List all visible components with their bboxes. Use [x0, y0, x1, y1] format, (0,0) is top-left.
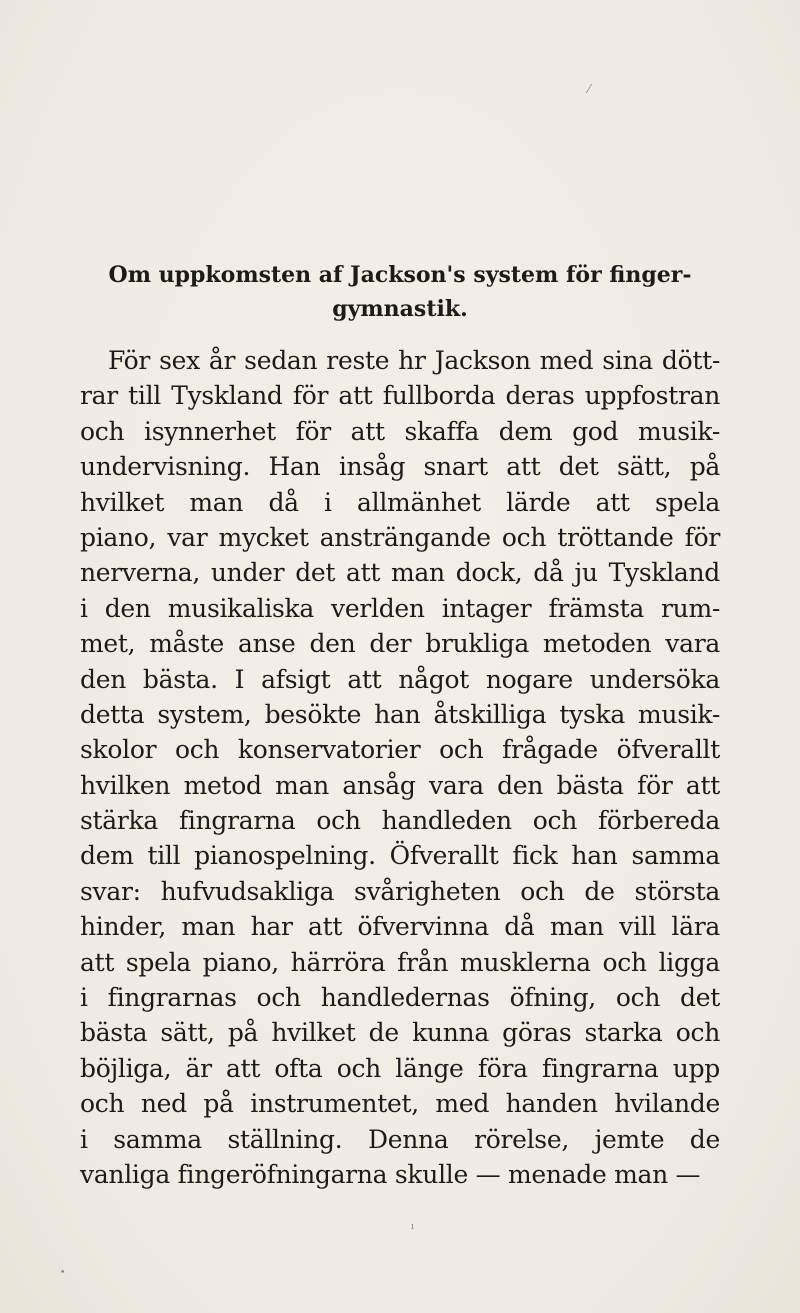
- chapter-heading-line-1: Om uppkomsten af Jackson's system för finger-: [108, 262, 692, 288]
- text-line: piano, var mycket ansträngande och tröttande för: [80, 522, 720, 552]
- chapter-heading-line-2: gymnastik.: [332, 296, 468, 322]
- pencil-mark-icon: ⁄: [588, 82, 591, 96]
- text-line: och ned på instrumentet, med handen hvilande: [80, 1089, 720, 1119]
- text-line: dem till pianospelning. Öfverallt fick han samma: [80, 841, 720, 871]
- text-line: bästa sätt, på hvilket de kunna göras starka och: [80, 1018, 720, 1048]
- text-line: böjliga, är att ofta och länge föra fingrarna upp: [80, 1053, 720, 1083]
- text-line: den bästa. I afsigt att något nogare undersöka: [80, 664, 720, 694]
- text-line: och isynnerhet för att skaffa dem god musik-: [80, 416, 720, 446]
- body-paragraph: [80, 343, 720, 1192]
- text-line: nerverna, under det att man dock, då ju Tyskland: [80, 558, 720, 588]
- speck-mark-icon: •: [60, 1268, 66, 1278]
- text-line: stärka fingrarna och handleden och förbereda: [80, 806, 720, 836]
- text-line: i samma ställning. Denna rörelse, jemte de: [80, 1124, 720, 1154]
- speck-mark-icon: ı: [411, 1222, 414, 1232]
- text-line: hvilken metod man ansåg vara den bästa för att: [80, 770, 720, 800]
- text-line: detta system, besökte han åtskilliga tyska musik-: [80, 699, 720, 729]
- text-line: vanliga fingeröfningarna skulle — menade man —: [80, 1159, 701, 1189]
- text-line: hvilket man då i allmänhet lärde att spela: [80, 487, 720, 517]
- text-line: hinder, man har att öfvervinna då man vill lära: [80, 912, 720, 942]
- text-line: För sex år sedan reste hr Jackson med sina dött-: [108, 346, 720, 375]
- text-line: skolor och konservatorier och frågade öfverallt: [80, 735, 720, 765]
- text-line: undervisning. Han insåg snart att det sätt, på: [80, 452, 720, 482]
- text-line: i den musikaliska verlden intager främsta rum-: [80, 593, 720, 623]
- text-line: met, måste anse den der brukliga metoden vara: [80, 629, 720, 659]
- text-line: i fingrarnas och handledernas öfning, och det: [80, 983, 720, 1013]
- text-line: svar: hufvudsakliga svårigheten och de största: [80, 876, 720, 906]
- text-line: att spela piano, härröra från musklerna och ligga: [80, 947, 720, 977]
- text-line: rar till Tyskland för att fullborda deras uppfostran: [80, 381, 720, 411]
